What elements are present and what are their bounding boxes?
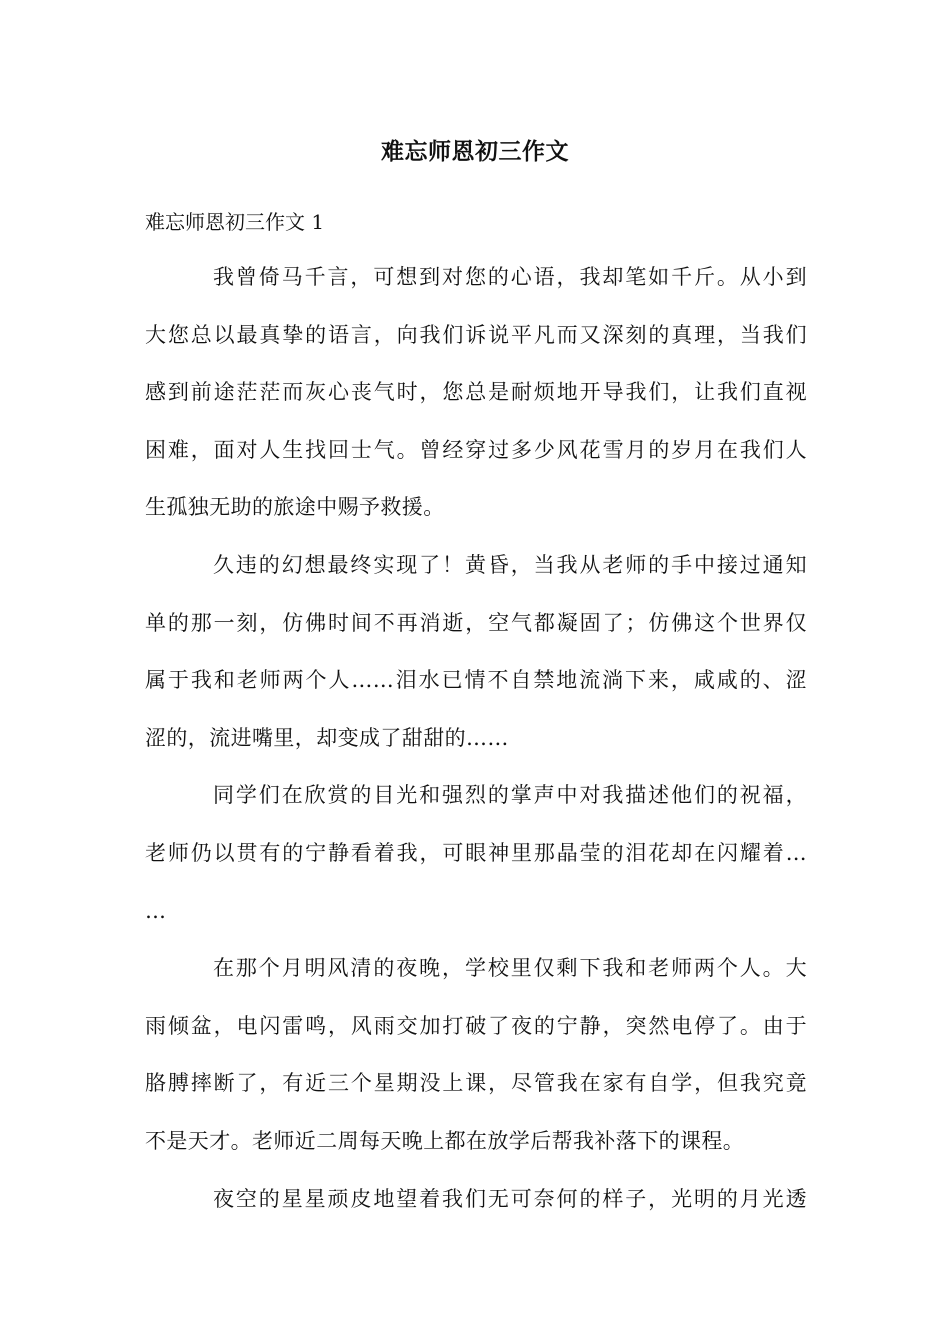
- text-line: 胳膊摔断了，有近三个星期没上课，尽管我在家有自学，但我究竟: [145, 1071, 807, 1096]
- text-line: 夜空的星星顽皮地望着我们无可奈何的样子，光明的月光透: [213, 1186, 807, 1211]
- text-line: 在那个月明风清的夜晚，学校里仅剩下我和老师两个人。大: [213, 956, 807, 981]
- text-line: 雨倾盆，电闪雷鸣，风雨交加打破了夜的宁静，突然电停了。由于: [145, 1013, 807, 1038]
- text-line: 涩的，流进嘴里，却变成了甜甜的……: [145, 725, 509, 750]
- text-line: 大您总以最真挚的语言，向我们诉说平凡而又深刻的真理，当我们: [145, 322, 807, 347]
- section-heading: 难忘师恩初三作文 1: [145, 210, 325, 234]
- text-line: 我曾倚马千言，可想到对您的心语，我却笔如千斤。从小到: [213, 265, 807, 289]
- text-line: 不是天才。老师近二周每天晚上都在放学后帮我补落下的课程。: [145, 1128, 745, 1153]
- text-line: 生孤独无助的旅途中赐予救援。: [145, 495, 445, 520]
- text-line: 久违的幻想最终实现了！黄昏，当我从老师的手中接过通知: [213, 552, 807, 577]
- essay-body: [145, 262, 807, 1241]
- document-title: 难忘师恩初三作文: [381, 138, 569, 165]
- text-line: 老师仍以贯有的宁静看着我，可眼神里那晶莹的泪花却在闪耀着…: [145, 840, 807, 865]
- text-line: 属于我和老师两个人……泪水已情不自禁地流淌下来，咸咸的、涩: [145, 668, 807, 693]
- text-line: 单的那一刻，仿佛时间不再消逝，空气都凝固了；仿佛这个世界仅: [145, 610, 807, 635]
- text-line: 感到前途茫茫而灰心丧气时，您总是耐烦地开导我们，让我们直视: [145, 380, 807, 405]
- text-line: 困难，面对人生找回士气。曾经穿过多少风花雪月的岁月在我们人: [145, 437, 807, 462]
- text-line: 同学们在欣赏的目光和强烈的掌声中对我描述他们的祝福，: [213, 783, 807, 808]
- text-line: …: [145, 898, 167, 923]
